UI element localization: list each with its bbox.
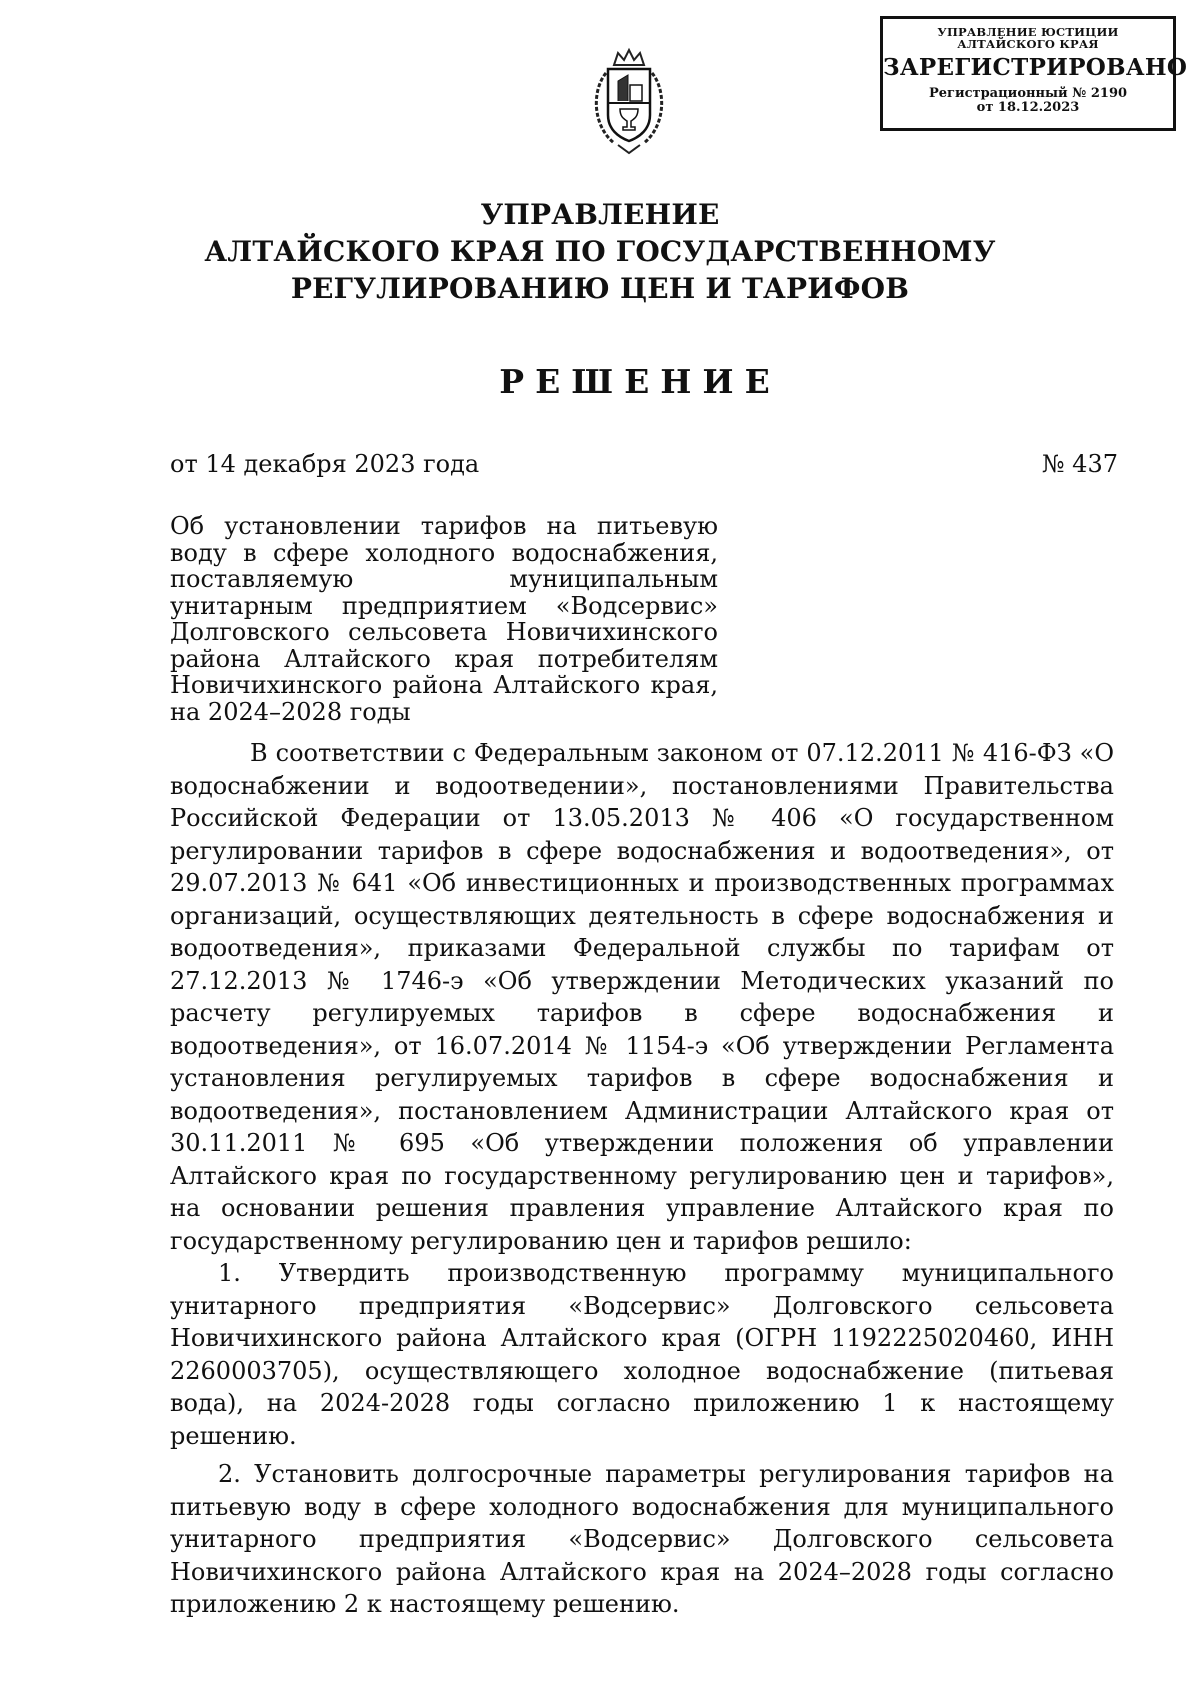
altai-krai-coat-of-arms-icon — [584, 45, 674, 157]
decision-item-2: 2. Установить долгосрочные параметры регулирования тарифов на питьевую воду в сфере холодного водоснабжения для муниципального унитарного предприятия «Водсервис» Долговского сельсовета Новичихинского района Алтайского края на 2024–2028 годы согласно приложению 2 к настоящему решению. — [170, 1460, 1114, 1618]
document-body — [170, 737, 1114, 1621]
preamble-paragraph: В соответствии с Федеральным законом от 07.12.2011 № 416-ФЗ «О водоснабжении и водоотведении», постановлениями Правительства Российской Федерации от 13.05.2013 № 406 «О государственном регулировании тарифов в сфере водоснабжения и водоотведения», от 29.07.2013 № 641 «Об инвестиционных и производственных программах организаций, осуществляющих деятельность в сфере водоснабжения и водоотведения», приказами Федеральной службы по тарифам от 27.12.2013 № 1746-э «Об утверждении Методических указаний по расчету регулируемых тарифов в сфере водоснабжения и водоотведения», от 16.07.2014 № 1154-э «Об утверждении Регламента установления регулируемых тарифов в сфере водоснабжения и водоотведения», постановлением Администрации Алтайского края от 30.11.2011 № 695 «Об утверждении положения об управлении Алтайского края по государственному регулированию цен и тарифов», на основании решения правления управление Алтайского края по государственному регулированию цен и тарифов решило: — [170, 739, 1114, 1255]
document-number: № 437 — [1041, 450, 1118, 478]
decision-item-1: 1. Утвердить производственную программу муниципального унитарного предприятия «Водсервис» Долговского сельсовета Новичихинского района Алтайского края (ОГРН 1192225020460, ИНН 2260003705), осуществляющего холодное водоснабжение (питьевая вода), на 2024-2028 годы согласно приложению 1 к настоящему решению. — [170, 1259, 1114, 1450]
stamp-department-line2: АЛТАЙСКОГО КРАЯ — [957, 37, 1099, 52]
document-type-title: РЕШЕНИЕ — [499, 362, 781, 401]
registration-stamp — [880, 16, 1188, 131]
document-subject: Об установлении тарифов на питьевую воду в сфере холодного водоснабжения, поставляемую муниципальным унитарным предприятием «Водсервис» Долговского сельсовета Новичихинского района Алтайского края потребителям Новичихинского района Алтайского края, на 2024–2028 годы — [170, 512, 718, 726]
org-line-1: УПРАВЛЕНИЕ — [480, 198, 720, 231]
stamp-reg-date: от 18.12.2023 — [976, 99, 1080, 115]
stamp-department-line1: УПРАВЛЕНИЕ ЮСТИЦИИ — [937, 25, 1119, 39]
org-line-3: РЕГУЛИРОВАНИЮ ЦЕН И ТАРИФОВ — [290, 272, 910, 305]
org-line-2: АЛТАЙСКОГО КРАЯ ПО ГОСУДАРСТВЕННОМУ — [204, 235, 996, 268]
stamp-reg-number: Регистрационный № 2190 — [928, 86, 1128, 102]
document-date: от 14 декабря 2023 года — [170, 450, 480, 478]
stamp-status: ЗАРЕГИСТРИРОВАНО — [883, 54, 1188, 82]
issuing-authority — [0, 196, 1200, 307]
